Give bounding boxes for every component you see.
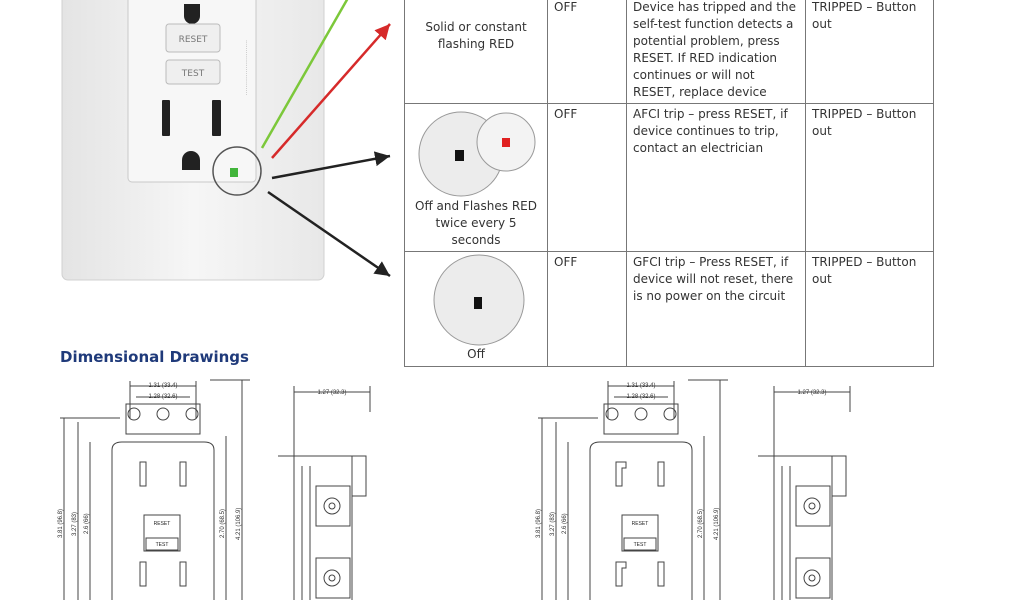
face-imprint: ····························· [242, 40, 249, 96]
image-caption: Solid or constant flashing RED [425, 20, 527, 51]
dim-width-inner: 1.28 (32.6) [148, 394, 178, 400]
dim-height-2: 3.27 (83) [72, 511, 78, 536]
status-cell: OFF [548, 104, 627, 252]
led-image-cell [405, 0, 548, 104]
drawing-reset-label: RESET [631, 521, 649, 527]
dim-height-5: 4.21 (106.9) [236, 507, 242, 540]
dim-height-4: 2.70 (68.5) [220, 508, 226, 538]
table-row [405, 252, 934, 367]
button-state-cell: TRIPPED – Button out [806, 104, 934, 252]
dim-height-1: 3.81 (96.8) [58, 508, 64, 538]
dim-width-outer: 1.31 (33.4) [148, 383, 178, 389]
drawing-test-label: TEST [633, 542, 647, 548]
dim-height-1: 3.81 (96.8) [536, 508, 542, 538]
test-button-label: TEST [181, 69, 205, 79]
drawing-reset-label: RESET [153, 521, 171, 527]
led-off-icon [474, 297, 482, 309]
dim-height-3: 2.6 (66) [562, 513, 568, 534]
image-caption: Off and Flashes RED twice every 5 seconds [415, 199, 537, 247]
red-led-icon [502, 138, 510, 147]
status-cell: OFF [548, 0, 627, 104]
outlet-slot-left [162, 100, 170, 136]
side-view-drawing-right [752, 382, 862, 600]
dim-height-4: 2.70 (68.5) [698, 508, 704, 538]
side-depth-dimension: 1.27 (32.3) [797, 390, 827, 396]
outlet-slot-right [212, 100, 221, 136]
image-caption: Off [467, 347, 485, 361]
upper-ground-slot [184, 4, 200, 24]
led-flashing-illustration [411, 106, 541, 198]
dim-height-5: 4.21 (106.9) [714, 507, 720, 540]
green-led-indicator [230, 168, 238, 177]
led-image-cell [405, 252, 548, 367]
side-depth-dimension: 1.27 (32.3) [317, 390, 347, 396]
table-row [405, 104, 934, 252]
dim-height-3: 2.6 (66) [84, 513, 90, 534]
button-state-cell: TRIPPED – Button out [806, 252, 934, 367]
section-heading: Dimensional Drawings [60, 348, 249, 366]
action-cell: GFCI trip – Press RESET, if device will not reset, there is no power on the circuit [627, 252, 806, 367]
action-cell: Device has tripped and the self-test function detects a potential problem, press RESET. If RED indication continues or will not RESET, replace device [627, 0, 806, 104]
lower-ground-slot [182, 151, 200, 170]
dim-height-2: 3.27 (83) [550, 511, 556, 536]
front-view-drawing-right [538, 378, 738, 600]
reset-button-label: RESET [178, 35, 208, 45]
led-off-illustration [411, 254, 541, 346]
action-cell: AFCI trip – press RESET, if device continues to trip, contact an electrician [627, 104, 806, 252]
table-row [405, 0, 934, 104]
side-view-drawing-left [272, 382, 382, 600]
status-cell: OFF [548, 252, 627, 367]
front-view-drawing-left [60, 378, 260, 600]
led-off-icon [455, 150, 464, 161]
led-status-table [404, 0, 934, 367]
drawing-test-label: TEST [155, 542, 169, 548]
led-image-cell [405, 104, 548, 252]
outlet-photo [62, 0, 326, 282]
button-state-cell: TRIPPED – Button out [806, 0, 934, 104]
dim-width-outer: 1.31 (33.4) [626, 383, 656, 389]
dim-width-inner: 1.28 (32.6) [626, 394, 656, 400]
